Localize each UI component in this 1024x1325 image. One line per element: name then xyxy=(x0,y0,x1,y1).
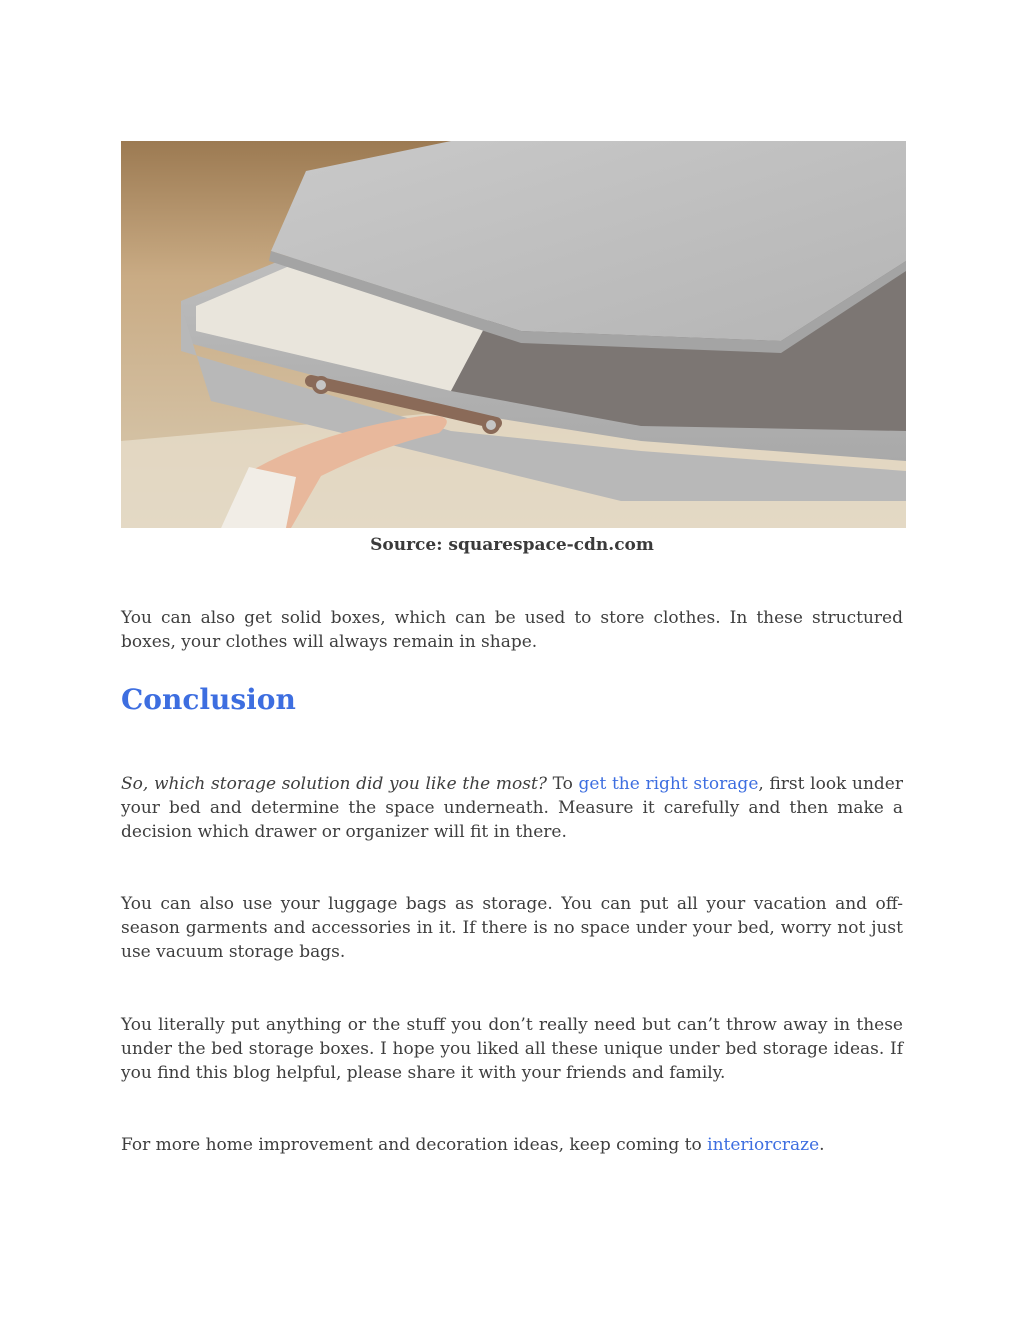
paragraph-text: To xyxy=(546,774,579,794)
get-right-storage-link[interactable]: get the right storage xyxy=(578,774,759,794)
paragraph-solid-boxes: You can also get solid boxes, which can be used to store clothes. In these structured boxes, your clothes will always remain in shape. xyxy=(121,608,903,652)
section-heading-conclusion: Conclusion xyxy=(121,683,296,716)
paragraph-more-ideas xyxy=(121,1133,903,1157)
interiorcraze-link[interactable]: interiorcraze xyxy=(707,1135,820,1155)
paragraph-luggage-bags: You can also use your luggage bags as storage. You can put all your vacation and off-season garments and accessories in it. If there is no space under your bed, worry not just use vacuum storage bags. xyxy=(121,894,903,962)
paragraph-text: For more home improvement and decoration ideas, keep coming to xyxy=(121,1135,708,1155)
paragraph-text: . xyxy=(819,1135,825,1155)
paragraph-text: , first look under your bed and determine the space underneath. Measure it carefully and then make a decision which drawer or organizer will fit in there. xyxy=(121,774,903,842)
paragraph-closing-remarks: You literally put anything or the stuff you don’t really need but can’t throw away in these under the bed storage boxes. I hope you liked all these unique under bed storage ideas. If you find this blog helpful, please share it with your friends and family. xyxy=(121,1015,903,1083)
storage-box-photo xyxy=(121,141,906,528)
paragraph-storage-question xyxy=(121,772,903,844)
image-caption: Source: squarespace-cdn.com xyxy=(370,535,654,555)
italic-question: So, which storage solution did you like the most? xyxy=(121,774,547,794)
